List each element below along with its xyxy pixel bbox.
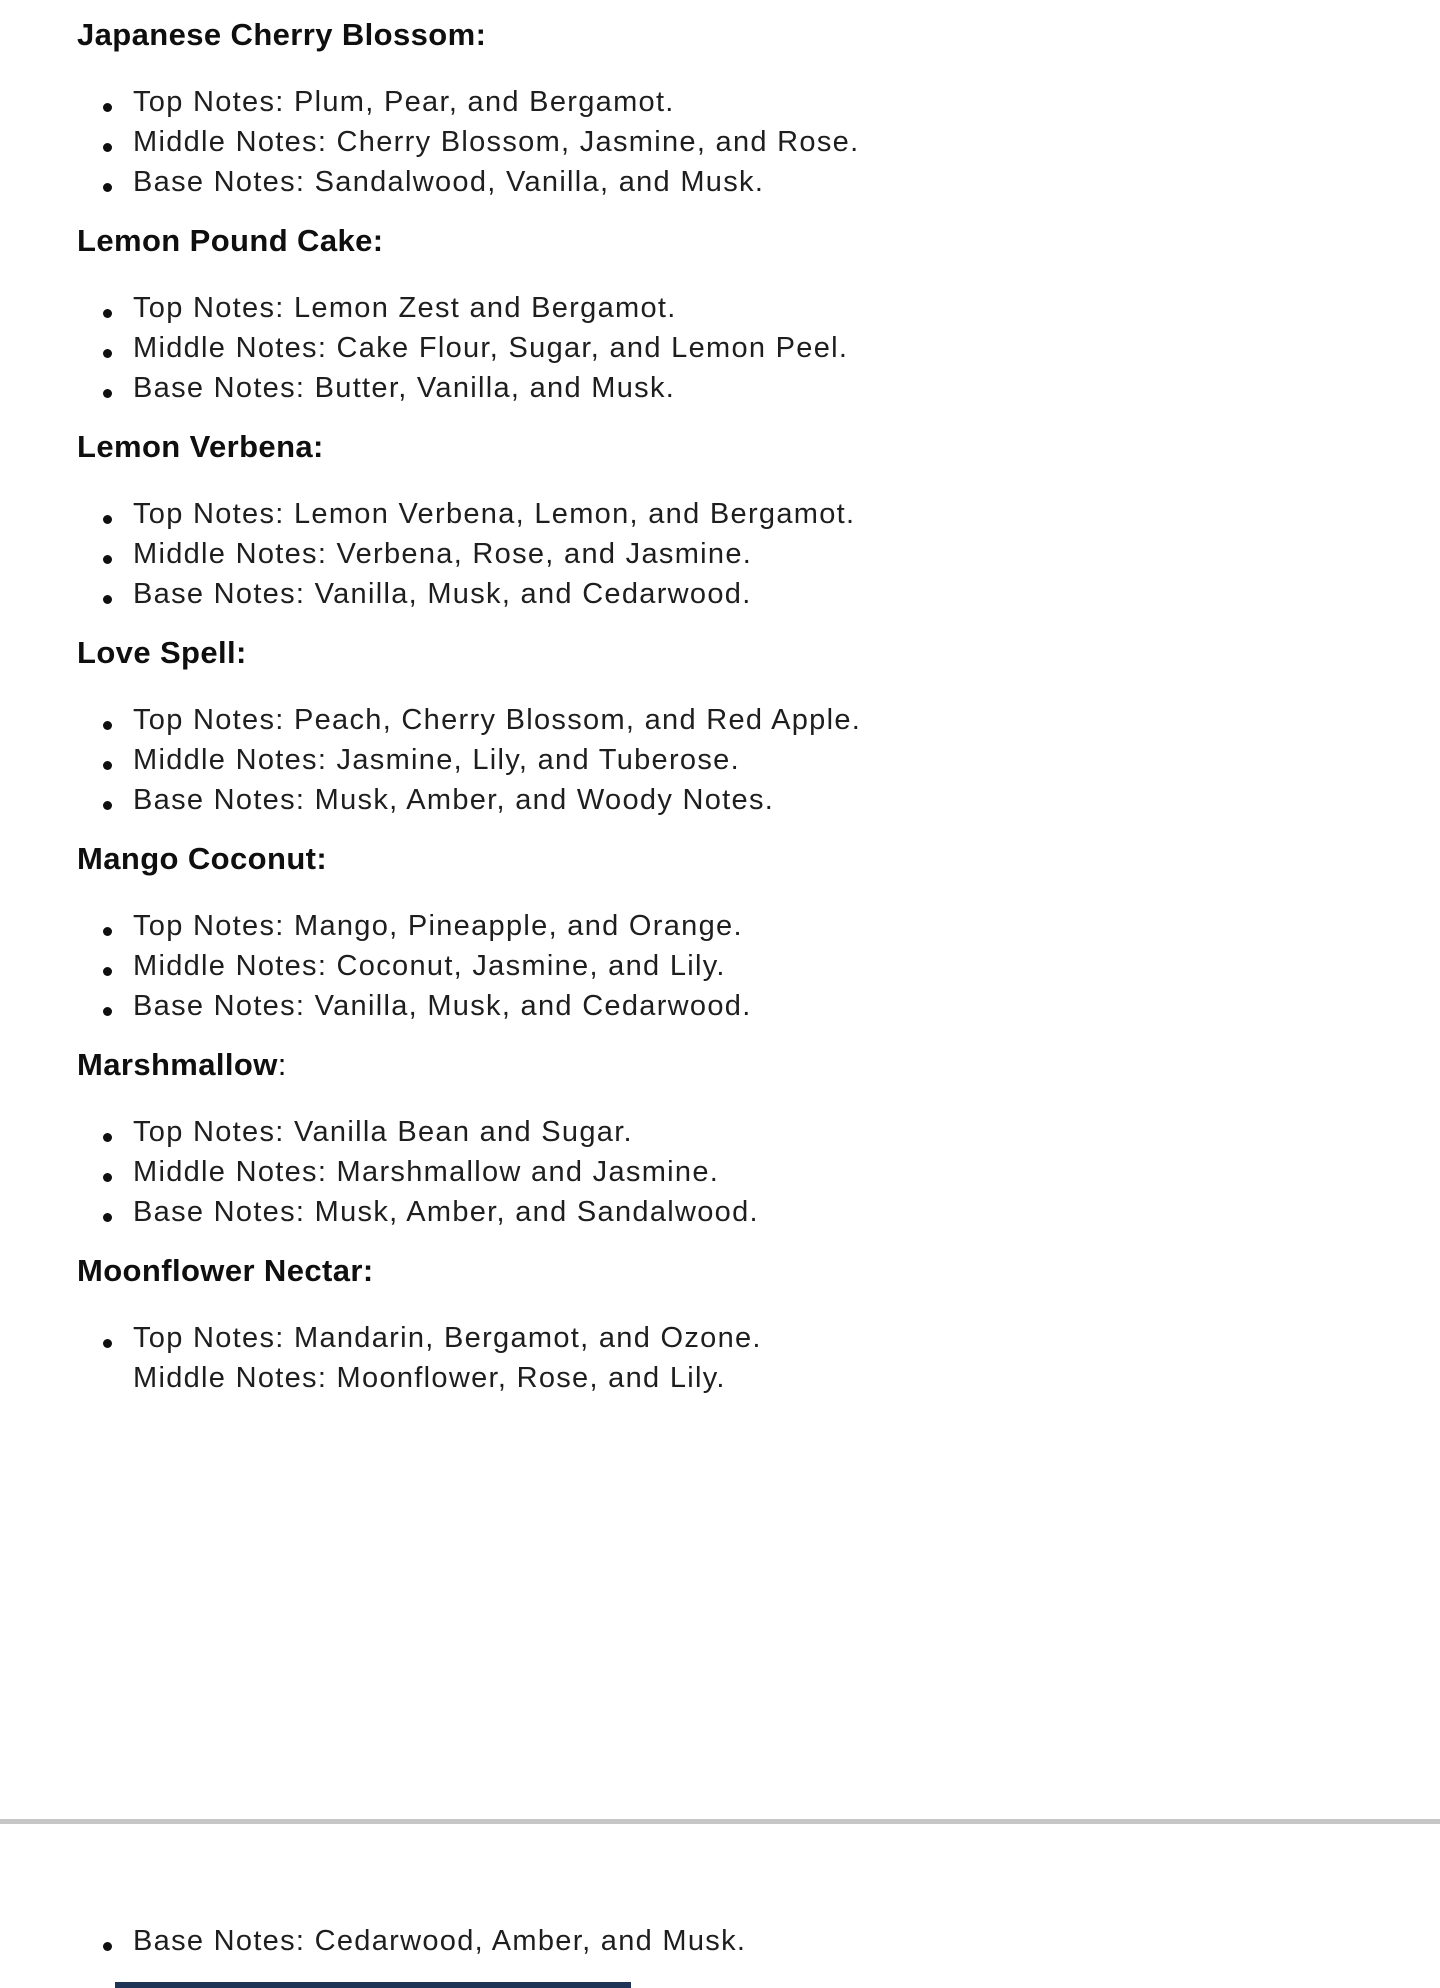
list-item [77, 574, 1380, 614]
partial-bottom-element [115, 1982, 631, 1988]
section-title-text: Moonflower Nectar: [77, 1253, 374, 1288]
note-text: Top Notes: Mandarin, Bergamot, and Ozone. [133, 1322, 762, 1354]
note-text: Middle Notes: Cherry Blossom, Jasmine, and Rose. [133, 126, 860, 158]
note-text: Base Notes: Musk, Amber, and Woody Notes. [133, 784, 775, 816]
fragrance-section [77, 1253, 1380, 1398]
note-text: Base Notes: Cedarwood, Amber, and Musk. [133, 1925, 747, 1957]
list-item [77, 1318, 1380, 1398]
section-title [77, 1047, 1380, 1082]
fragrance-section [77, 841, 1380, 1026]
section-title-text: Lemon Verbena: [77, 429, 324, 464]
note-text: Top Notes: Plum, Pear, and Bergamot. [133, 86, 675, 118]
note-text: Top Notes: Mango, Pineapple, and Orange. [133, 910, 743, 942]
note-text: Top Notes: Lemon Verbena, Lemon, and Bergamot. [133, 498, 856, 530]
section-title-text: Lemon Pound Cake: [77, 223, 384, 258]
note-list [77, 494, 1380, 614]
note-text: Top Notes: Vanilla Bean and Sugar. [133, 1116, 633, 1148]
list-item [77, 1921, 1380, 1961]
note-list [77, 82, 1380, 202]
list-item [77, 986, 1380, 1026]
note-text: Base Notes: Butter, Vanilla, and Musk. [133, 372, 676, 404]
note-text: Base Notes: Sandalwood, Vanilla, and Musk. [133, 166, 765, 198]
note-text: Base Notes: Musk, Amber, and Sandalwood. [133, 1196, 759, 1228]
section-title-text: Love Spell: [77, 635, 247, 670]
list-item [77, 906, 1380, 946]
section-title-text: Marshmallow [77, 1047, 278, 1082]
note-text: Middle Notes: Marshmallow and Jasmine. [133, 1156, 720, 1188]
trailing-note-list [77, 1921, 1380, 1961]
section-title [77, 1253, 1380, 1288]
list-item [77, 162, 1380, 202]
list-item [77, 82, 1380, 122]
list-item [77, 288, 1380, 328]
note-list [77, 288, 1380, 408]
section-title-text: Japanese Cherry Blossom: [77, 17, 487, 52]
list-item [77, 1192, 1380, 1232]
list-item [77, 534, 1380, 574]
note-text: Base Notes: Vanilla, Musk, and Cedarwood. [133, 990, 752, 1022]
list-item [77, 1112, 1380, 1152]
fragrance-section [77, 17, 1380, 202]
section-title-suffix: : [277, 1047, 287, 1082]
note-text: Base Notes: Vanilla, Musk, and Cedarwood. [133, 578, 752, 610]
list-item [77, 780, 1380, 820]
fragrance-section [77, 635, 1380, 820]
note-text: Middle Notes: Moonflower, Rose, and Lily. [133, 1362, 726, 1394]
note-text: Middle Notes: Jasmine, Lily, and Tuberose. [133, 744, 740, 776]
note-text: Top Notes: Peach, Cherry Blossom, and Red Apple. [133, 704, 862, 736]
note-text: Middle Notes: Cake Flour, Sugar, and Lemon Peel. [133, 332, 849, 364]
section-title [77, 17, 1380, 52]
section-title [77, 429, 1380, 464]
list-item [77, 328, 1380, 368]
list-item [77, 700, 1380, 740]
list-item [77, 1152, 1380, 1192]
sections-container [77, 17, 1380, 1398]
section-divider [0, 1819, 1440, 1824]
note-list [77, 1318, 1380, 1398]
note-list [77, 1112, 1380, 1232]
list-item [77, 946, 1380, 986]
list-item [77, 494, 1380, 534]
fragrance-section [77, 1047, 1380, 1232]
section-title [77, 635, 1380, 670]
list-item [77, 740, 1380, 780]
fragrance-section [77, 223, 1380, 408]
list-item [77, 368, 1380, 408]
note-text: Middle Notes: Verbena, Rose, and Jasmine. [133, 538, 753, 570]
note-text: Top Notes: Lemon Zest and Bergamot. [133, 292, 677, 324]
section-title-text: Mango Coconut: [77, 841, 328, 876]
list-item [77, 122, 1380, 162]
section-title [77, 841, 1380, 876]
note-list [77, 700, 1380, 820]
note-text: Middle Notes: Coconut, Jasmine, and Lily. [133, 950, 726, 982]
note-list [77, 906, 1380, 1026]
fragrance-section [77, 429, 1380, 614]
section-title [77, 223, 1380, 258]
